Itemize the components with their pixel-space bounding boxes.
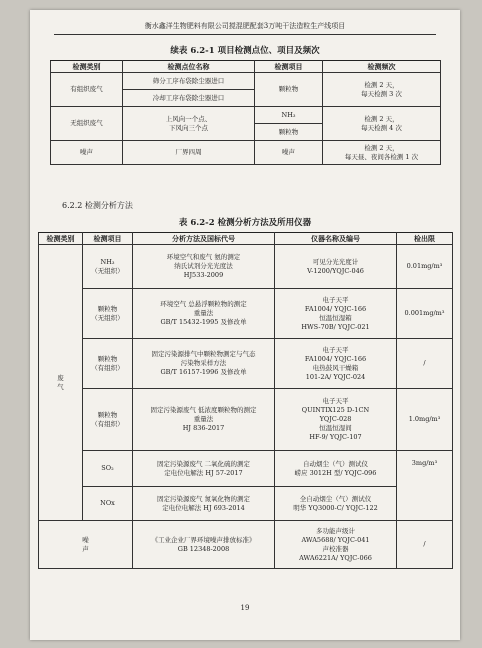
text-line: 检测 2 天， bbox=[364, 80, 399, 89]
text-line: 电热鼓风干燥箱 bbox=[312, 363, 359, 372]
text-line: 重量法 bbox=[193, 415, 214, 423]
text-line: 多功能声级计 bbox=[316, 526, 355, 535]
table2-header: 检出限 bbox=[397, 233, 453, 245]
text-line: GB 12348-2008 bbox=[177, 544, 230, 553]
text-line: 101-2A/ YQJC-024 bbox=[305, 372, 366, 381]
text-line: 环境空气和废气 氨的测定 bbox=[166, 253, 241, 261]
text-line: 环境空气 总悬浮颗粒物的测定 bbox=[160, 300, 247, 308]
table2-caption: 表 6.2-2 检测分析方法及所用仪器 bbox=[178, 218, 312, 228]
table1-header: 检测项目 bbox=[255, 61, 323, 73]
table1-item: 颗粒物 bbox=[255, 124, 323, 141]
table2-instrument bbox=[275, 245, 397, 289]
table1-category: 无组织废气 bbox=[51, 107, 123, 141]
table2-instrument bbox=[275, 389, 397, 451]
table1-item: NH₃ bbox=[255, 107, 323, 124]
table1-point: 厂界四周 bbox=[123, 141, 255, 165]
table1-item: 颗粒物 bbox=[255, 73, 323, 107]
text-line: AWA6221A/ YQJC-066 bbox=[299, 553, 372, 562]
table2-item: 颗粒物 （无组织） bbox=[83, 289, 133, 339]
table2-instrument bbox=[275, 521, 397, 569]
text-line: YQJC-028 bbox=[319, 415, 352, 423]
table2-instrument bbox=[275, 451, 397, 487]
table2-method bbox=[133, 487, 275, 521]
text-line: 电子天平 bbox=[322, 295, 349, 304]
table2-method bbox=[133, 339, 275, 389]
table1-category: 噪声 bbox=[51, 141, 123, 165]
text-line: 恒温恒湿间 bbox=[319, 424, 352, 432]
table1-frequency bbox=[323, 73, 441, 107]
table2-limit: / bbox=[397, 521, 453, 569]
text-line: HF-9/ YQJC-107 bbox=[309, 433, 362, 441]
text-line: GB/T 15432-1995 及修改单 bbox=[160, 318, 247, 326]
running-header: 衡水鑫洋生物肥料有限公司搅混肥配套3万吨干法造粒生产线项目 bbox=[54, 20, 436, 35]
table2-header: 仪器名称及编号 bbox=[275, 233, 397, 245]
table1-header: 检测类别 bbox=[51, 61, 123, 73]
table1-point bbox=[123, 107, 255, 141]
text-line: 每天检测 3 次 bbox=[361, 89, 402, 98]
text-line: 恒温恒湿箱 bbox=[319, 313, 352, 322]
table1-header: 检测频次 bbox=[323, 61, 441, 73]
table2-item: 颗粒物 （有组织） bbox=[83, 339, 133, 389]
text-line: 定电位电解法 HJ 693-2014 bbox=[162, 503, 245, 512]
table2-method bbox=[133, 289, 275, 339]
text-line: 崂应 3012H 型/ YQJC-096 bbox=[294, 468, 377, 477]
text-line: 每天检测 4 次 bbox=[361, 123, 402, 132]
text-line: FA1004/ YQJC-166 bbox=[304, 354, 367, 363]
table2-instrument bbox=[275, 289, 397, 339]
text-line: 《工业企业厂界环境噪声排放标准》 bbox=[151, 535, 256, 544]
table-analysis-methods bbox=[38, 232, 453, 569]
table2-limit: 3mg/m³ bbox=[397, 451, 453, 521]
document-page bbox=[30, 10, 460, 640]
table2-method bbox=[133, 451, 275, 487]
text-line: 电子天平 bbox=[322, 397, 349, 405]
table1-point: 冷却工序布袋除尘器进口 bbox=[123, 90, 255, 107]
table2-limit: 1.0mg/m³ bbox=[397, 389, 453, 451]
table1-item: 噪声 bbox=[255, 141, 323, 165]
table2-header: 分析方法及国标代号 bbox=[133, 233, 275, 245]
text-line: 电子天平 bbox=[322, 345, 349, 354]
table2-item: NH₃ （无组织） bbox=[83, 245, 133, 289]
text-line: 重量法 bbox=[193, 309, 214, 317]
text-line: 明华 YQ3000-C/ YQJC-122 bbox=[293, 503, 378, 512]
table2-header: 检测项目 bbox=[83, 233, 133, 245]
text-line: 声校准器 bbox=[322, 544, 349, 553]
section-title: 6.2.2 检测分析方法 bbox=[62, 201, 133, 210]
text-line: 自动烟尘（气）测试仪 bbox=[303, 459, 368, 468]
text-line: V-1200/YQJC-046 bbox=[307, 266, 364, 275]
text-line: 每天昼、夜间各检测 1 次 bbox=[344, 152, 419, 161]
table2-item: 颗粒物 （有组织） bbox=[83, 389, 133, 451]
text-line: 固定污染源排气中颗粒物测定与气态 bbox=[151, 350, 256, 358]
table1-header: 检测点位名称 bbox=[123, 61, 255, 73]
table2-header: 检测类别 bbox=[39, 233, 83, 245]
text-line: QUINTIX125 D-1CN bbox=[301, 406, 370, 414]
text-line: HWS-70B/ YQJC-021 bbox=[301, 322, 370, 331]
text-line: AWA5688/ YQJC-041 bbox=[301, 535, 370, 544]
table2-instrument bbox=[275, 487, 397, 521]
table2-limit: / bbox=[397, 339, 453, 389]
text-line: 固定污染源废气 低浓度颗粒物的测定 bbox=[150, 406, 257, 414]
table2-instrument bbox=[275, 339, 397, 389]
noise-category: 噪 声 bbox=[39, 521, 133, 569]
text-line: 污染物采样方法 bbox=[180, 359, 227, 367]
text-line: FA1004/ YQJC-166 bbox=[304, 304, 367, 313]
table-monitoring-points bbox=[50, 60, 441, 165]
text-line: 检测 2 天， bbox=[364, 114, 399, 123]
table2-method bbox=[133, 521, 275, 569]
table2-item: SO₂ bbox=[83, 451, 133, 487]
text-line: 上风向一个点、 bbox=[165, 114, 212, 123]
waste-gas-category: 废 气 bbox=[39, 245, 83, 521]
text-line: 检测 2 天， bbox=[364, 143, 399, 152]
text-line: 固定污染源废气 氮氧化物的测定 bbox=[156, 494, 251, 503]
text-line: HJ 836-2017 bbox=[182, 424, 225, 432]
table2-limit: 0.001mg/m³ bbox=[397, 289, 453, 339]
table1-frequency bbox=[323, 141, 441, 165]
text-line: HJ533-2009 bbox=[183, 271, 224, 279]
table1-point: 筛分工序布袋除尘器进口 bbox=[123, 73, 255, 90]
text-line: 纳氏试剂分光光度法 bbox=[174, 262, 233, 270]
table2-item: NOx bbox=[83, 487, 133, 521]
table1-category: 有组织废气 bbox=[51, 73, 123, 107]
text-line: 全自动烟尘（气）测试仪 bbox=[299, 494, 372, 503]
text-line: GB/T 16157-1996 及修改单 bbox=[160, 368, 247, 376]
text-line: 下风向三个点 bbox=[169, 123, 208, 132]
table1-frequency bbox=[323, 107, 441, 141]
text-line: 可见分光光度计 bbox=[312, 257, 359, 266]
table1-caption: 续表 6.2-1 项目检测点位、项目及频次 bbox=[170, 46, 320, 56]
page-number: 19 bbox=[240, 604, 250, 612]
table2-method bbox=[133, 389, 275, 451]
text-line: 固定污染源废气 二氧化硫的测定 bbox=[156, 459, 251, 468]
table2-method bbox=[133, 245, 275, 289]
table2-limit: 0.01mg/m³ bbox=[397, 245, 453, 289]
text-line: 定电位电解法 HJ 57-2017 bbox=[164, 468, 243, 477]
